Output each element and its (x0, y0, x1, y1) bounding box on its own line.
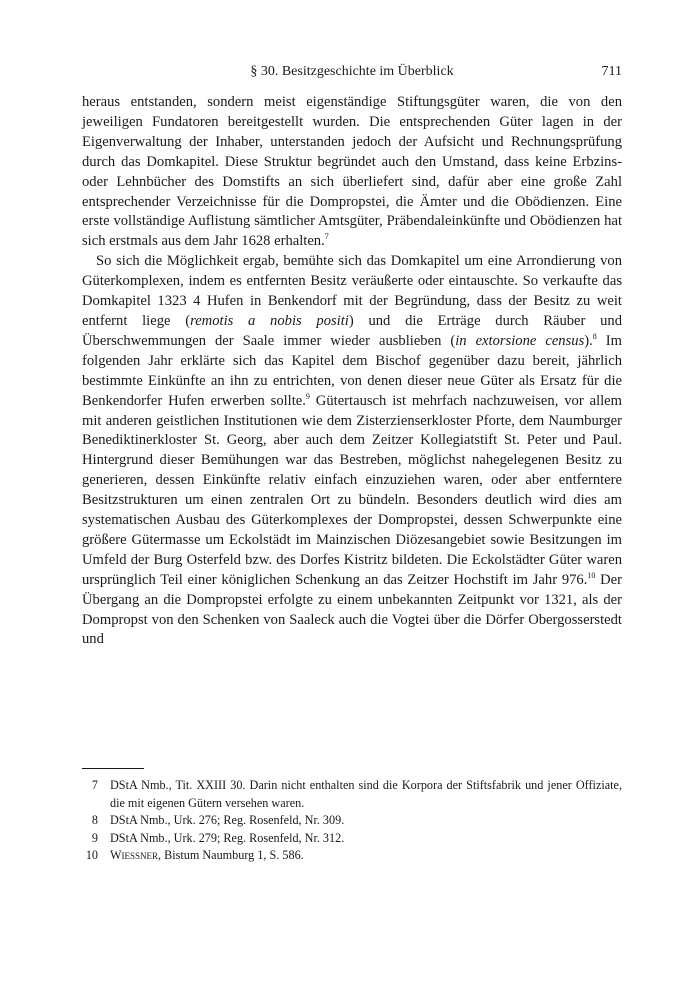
page-number: 711 (601, 64, 622, 79)
text-run: ) und die Erträge durch Räuber und Überschwemmungen der Saale immer wieder ausblieben ( (82, 312, 623, 349)
footnote-text: , Bistum Naumburg 1, S. 586. (158, 848, 304, 863)
text-run: Im folgenden Jahr erklärte sich das Kapitel dem Bischof gegenüber dazu bereit, jährlich bestimmte Einkünfte an ihn zu entrichten, von denen dieser neue Güter als Ersatz für die Benkendorfer Hufen erwerben sollte. (82, 332, 622, 409)
latin-quote: in extorsione census (455, 332, 585, 349)
footnote (82, 847, 622, 865)
latin-quote: remotis a nobis positi (190, 312, 349, 329)
footnotes (82, 777, 622, 865)
footnote-text: DStA Nmb., Urk. 279; Reg. Rosenfeld, Nr. 312. (110, 830, 345, 845)
paragraph (82, 252, 622, 650)
text-run: Der Übergang an die Dompropstei erfolgte zu einem unbekannten Zeitpunkt vor 1321, als der Dompropst von den Schenken von Saaleck auch die Vogtei über die Dörfer Obergosserstedt und (82, 571, 622, 648)
footnote-number: 8 (91, 813, 98, 828)
text-run: heraus entstanden, sondern meist eigenständige Stiftungsgüter waren, die von den jeweiligen Fundatoren bereitgestellt wurden. Die entsprechenden Güter lagen in der Eigenverwaltung der Inhaber, unterstanden jedoch der Aufsicht und Rechnungsprüfung durch das Domkapitel. Diese Struktur begründet auch den Umstand, dass keine Erbzins- oder Lehnbücher des Domstifts an sich überliefert sind, dafür aber eine große Zahl entsprechender Verzeichnisse für die Dompropstei, die Ämter und die Obödienzen. Eine erste vollständige Auflistung sämtlicher Amtsgüter, Präbendaleinkünfte und Obödienzen hat sich erstmals aus dem Jahr 1628 erhalten. (82, 94, 622, 250)
footnote-text: DStA Nmb., Urk. 276; Reg. Rosenfeld, Nr. 309. (110, 813, 345, 828)
main-text (82, 93, 622, 650)
text-run: So sich die Möglichkeit ergab, bemühte sich das Domkapitel um eine Arrondierung von Güterkomplexen, indem es entfernten Besitz veräußerte oder eintauschte. So verkaufte das Domkapitel 1323 4 Hufen in Benkendorf mit der Begründung, dass der Besitz zu weit entfernt liege ( (82, 253, 622, 329)
footnote-reference: 10 (587, 570, 596, 580)
footnote-separator (82, 768, 144, 769)
footnote-number: 7 (91, 778, 98, 792)
footnote-reference: 7 (324, 232, 329, 242)
footnote-number: 9 (91, 830, 98, 845)
text-run: Gütertausch ist mehrfach nachzuweisen, vor allem mit anderen geistlichen Institutionen wie dem Zisterzienserkloster Pforte, dem Naumburger Benediktinerkloster St. Georg, aber auch dem Zeitzer Kollegiatstift St. Peter und Paul. Hintergrund dieser Bemühungen war das Bestreben, möglichst nahegelegenen Besitz zu generieren, dessen Einkünfte relativ einfach einzuziehen waren, oder aber entferntere Besitzstrukturen um einen zentralen Ort zu bündeln. Besonders deutlich wird dies am systematischen Ausbau des Güterkomplexes der Dompropstei, dessen Schwerpunkte eine größere Gütermasse um Eckolstädt im Mainzischen Diözesangebiet sowie Besitzungen im Umfeld der Burg Osterfeld bzw. des Dorfes Kistritz bildeten. Die Eckolstädter Güter waren ursprünglich Teil einer königlichen Schenkung an das Zeitzer Hochstift im Jahr 976. (82, 392, 623, 588)
footnote (82, 777, 622, 812)
text-run: ). (584, 332, 593, 349)
footnote (82, 812, 622, 830)
footnote (82, 830, 622, 848)
footnote-author: Wiessner (110, 848, 159, 863)
footnote-text: DStA Nmb., Tit. XXIII 30. Darin nicht enthalten sind die Korpora der Stiftsfabrik und jener Offiziate, die mit eigenen Gütern versehen waren. (110, 778, 622, 810)
footnote-number: 10 (85, 848, 98, 863)
footnote-reference: 8 (592, 331, 597, 341)
running-title: § 30. Besitzgeschichte im Überblick (250, 64, 454, 79)
page-header (82, 64, 622, 84)
footnote-reference: 9 (305, 391, 310, 401)
paragraph (82, 93, 622, 252)
